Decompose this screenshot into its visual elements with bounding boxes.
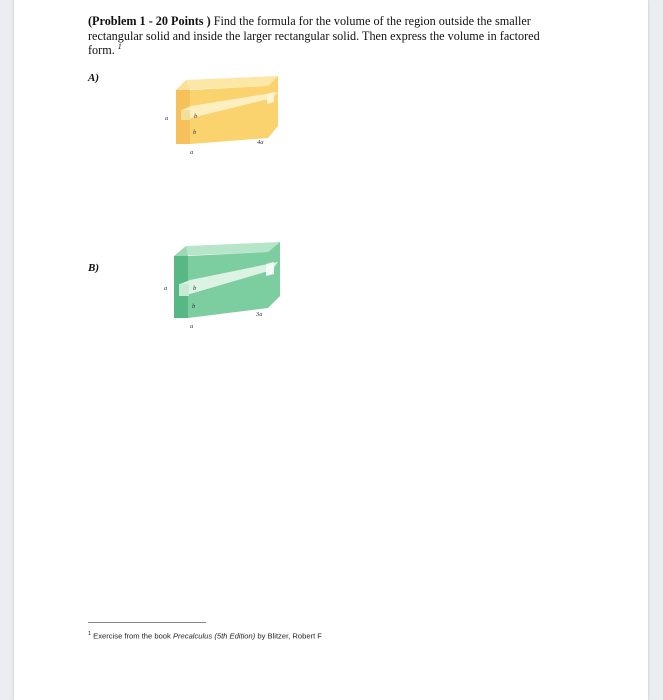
part-b-inner-height-label: b [193,285,197,292]
footnote-book-title: Precalculus (5th Edition) [172,631,256,641]
part-a-height-label: a [165,115,169,122]
part-a-label: A) [88,72,99,84]
part-b-solid-figure [150,236,300,332]
footnote-reference: 1 [117,42,122,52]
footnote-marker: 1 [88,631,92,637]
part-a-length-label: 4a [257,139,264,146]
part-b-height-label: a [164,285,168,292]
part-b-width-label: a [190,323,194,330]
part-a-solid-figure [150,68,300,160]
part-a-inner-width-label: b [193,129,197,136]
footnote-text-before: Exercise from the book [91,631,173,641]
part-b-label: B) [88,262,99,274]
part-a-width-label: a [190,149,194,156]
footnote [88,631,322,641]
problem-statement [88,14,568,58]
problem-text: Find the formula for the volume of the region outside the smaller rectangular solid and inside the larger rectangular solid. Then express the volume in factored form. [88,14,540,58]
footnote-text-after: by Blitzer, Robert F [255,631,322,641]
footnote-divider [88,622,206,623]
document-page [14,0,648,700]
part-b-length-label: 3a [256,311,263,318]
part-b-inner-width-label: b [192,303,196,310]
problem-heading: (Problem 1 - 20 Points ) [88,14,211,28]
part-a-inner-height-label: b [194,113,198,120]
